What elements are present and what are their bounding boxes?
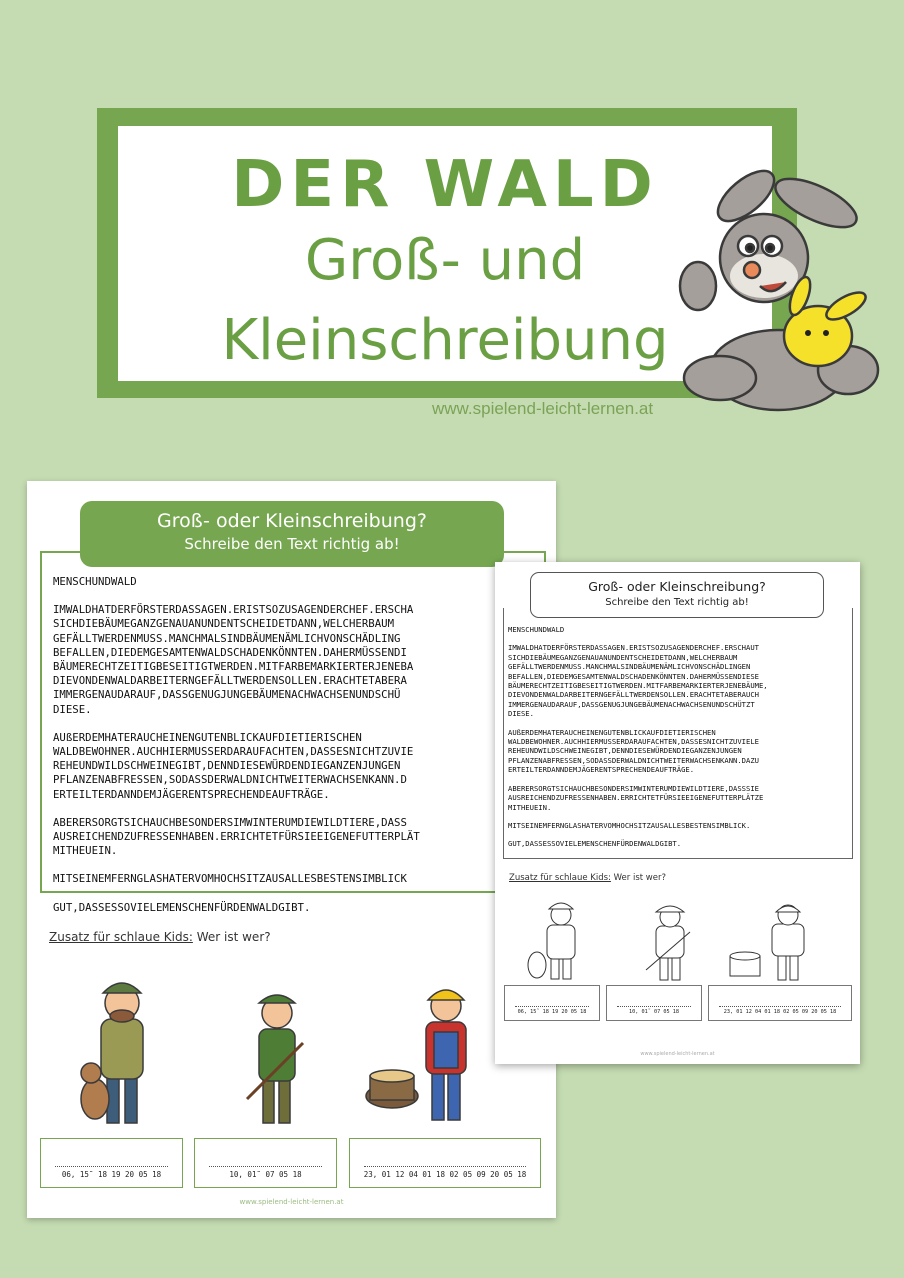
answer-code: 23, 01 12 04 01 18 02 05 09 20 05 18: [723, 1009, 837, 1015]
worksheet-small: [495, 562, 860, 1064]
heading-title: Groß- oder Kleinschreibung?: [588, 579, 766, 594]
lumberjack-figure: [362, 976, 492, 1131]
answer-line: [55, 1166, 168, 1167]
text-paragraph: MITSEINEMFERNGLASHATERVOMHOCHSITZAUSALLESBESTENSIMBLICK.: [508, 820, 751, 830]
answer-line: [209, 1166, 322, 1167]
worksheet-heading: [530, 572, 824, 618]
heading-instruction: Schreibe den Text richtig ab!: [184, 535, 400, 553]
text-paragraph: GUT,DASSESSOVIELEMENSCHENFÜRDENWALDGIBT.: [53, 900, 311, 914]
answer-line: [719, 1006, 841, 1007]
answer-code: 06, 15˜ 18 19 20 05 18: [517, 1009, 587, 1015]
extra-task: [509, 873, 666, 883]
extra-task-label: Zusatz für schlaue Kids:: [509, 873, 611, 883]
text-paragraph: MENSCHUNDWALD: [53, 575, 137, 588]
answer-line: [515, 1006, 589, 1007]
answer-line: [617, 1006, 691, 1007]
heading-title: Groß- oder Kleinschreibung?: [157, 510, 427, 532]
forester-figure: [67, 971, 177, 1131]
answer-code: 06, 15˜ 18 19 20 05 18: [61, 1170, 162, 1179]
text-paragraph: GUT,DASSESSOVIELEMENSCHENFÜRDENWALDGIBT.: [508, 839, 682, 849]
text-paragraph: ABERERSORGTSICHAUCHBESONDERSIMWINTERUMDIEWILDTIERE,DASS AUSREICHENDZUFRESSENHABEN.ERRICHTETFÜRSIEEIGENEFUTTERPLÄT MITHEUEIN.: [53, 815, 420, 858]
text-box: [40, 551, 546, 914]
answer-line: [364, 1166, 526, 1167]
banner-subtitle-line1: Groß- und: [304, 228, 586, 293]
answer-box: [349, 1138, 541, 1188]
text-paragraph: AUßERDEMHATERAUCHEINENGUTENBLICKAUFDIETIERISCHEN WALDBEWOHNER.AUCHHIERMUSSERDARAUFACHTEN,DASSESNICHTZUVIE REHEUNDWILDSCHWEINEGIBT,DENNDIESEWÜRDENDIEGANZENJUNGEN PFLANZENABFRESSEN,SODASSDERWALDNICHTWEITERWACHSENKANN.D ERTEILTERDANNDEMJÄGERENTSPRECHENDEAUFTRÄGE.: [53, 730, 414, 801]
hunter-outline-figure: [640, 900, 700, 985]
answer-box: [40, 1138, 183, 1188]
extra-task-label: Zusatz für schlaue Kids:: [49, 930, 193, 944]
worksheet-website: www.spielend-leicht-lernen.at: [640, 1051, 715, 1057]
answer-box: [708, 985, 852, 1021]
answer-box: [194, 1138, 337, 1188]
answer-box: [504, 985, 600, 1021]
text-paragraph: MENSCHUNDWALD: [508, 625, 565, 634]
extra-task-question: Wer ist wer?: [196, 930, 271, 944]
worksheet-large: [27, 481, 556, 1218]
worksheet-heading: [80, 501, 504, 567]
extra-task: [49, 930, 271, 944]
text-paragraph: AUßERDEMHATERAUCHEINENGUTENBLICKAUFDIETIERISCHEN WALDBEWOHNER.AUCHHIERMUSSERDARAUFACHTEN,DASSESNICHTZUVIELE REHEUNDWILDSCHWEINEGIBT,DENNDIESEWÜRDENDIEGANZENJUNGEN PFLANZENABFRESSEN,SODASSDERWALDNICHTWEITERWACHSENKANN.DAZU ERTEILTERDANNDEMJÄGERENTSPRECHENDEAUFTRÄGE.: [508, 727, 759, 775]
banner-website: www.spielend-leicht-lernen.at: [432, 399, 654, 418]
text-paragraph: MITSEINEMFERNGLASHATERVOMHOCHSITZAUSALLESBESTENSIMBLICK: [53, 872, 407, 886]
heading-instruction: Schreibe den Text richtig ab!: [605, 597, 749, 608]
forester-outline-figure: [523, 897, 593, 982]
bunny-illustration: [668, 158, 880, 414]
answer-code: 10, 01˜ 07 05 18: [629, 1009, 679, 1015]
extra-task-question: Wer ist wer?: [613, 873, 666, 883]
answer-code: 23, 01 12 04 01 18 02 05 09 20 05 18: [363, 1170, 527, 1179]
text-paragraph: IMWALDHATDERFÖRSTERDASSAGEN.ERISTSOZUSAGENDERCHEF.ERSCHAUT SICHDIEBÄUMEGANZGENAUANUNDENTSCHEIDETDANN,WELCHERBAUM GEFÄLLTWERDENMUSS.MANCHMALSINDBÄUMENÄMLICHVONSCHÄDLINGEN BEFALLEN,DIEDEMGESAMTENWALDSCHADENKÖNNTEN.DAHERMÜSSENDIESE BÄUMERECHTZEITIGBESEITIGTWERDEN.MITFARBEMARKIERTERJENEBÄUME, DIEVONDENWALDARBEITERNGEFÄLLTWERDENSOLLEN.ERACHTETABERAUCH IMMERGENAUDARAUF,DASSGENUGJUNGEBÄUMENACHWACHSENUNDSCHÜTZT DIESE.: [508, 643, 768, 719]
answer-box: [606, 985, 702, 1021]
banner-subtitle-line2: Kleinschreibung: [221, 308, 669, 373]
lumberjack-outline-figure: [720, 900, 830, 985]
hunter-figure: [237, 981, 317, 1131]
banner-title: DER WALD: [231, 148, 659, 222]
text-paragraph: ABERERSORGTSICHAUCHBESONDERSIMWINTERUMDIEWILDTIERE,DASSSIE AUSREICHENDZUFRESSENHABEN.ERRICHTETFÜRSIEEIGENEFUTTERPLÄTZE MITHEUEIN.: [508, 783, 764, 812]
answer-code: 10, 01˜ 07 05 18: [229, 1170, 302, 1179]
text-paragraph: IMWALDHATDERFÖRSTERDASSAGEN.ERISTSOZUSAGENDERCHEF.ERSCHA SICHDIEBÄUMEGANZGENAUANUNDENTSCHEIDETDANN,WELCHERBAUM GEFÄLLTWERDENMUSS.MANCHMALSINDBÄUMENÄMLICHVONSCHÄDLING BEFALLEN,DIEDEMGESAMTENWALDSCHADENKÖNNTEN.DAHERMÜSSENDI BÄUMERECHTZEITIGBESEITIGTWERDEN.MITFARBEMARKIERTERJENEBA DIEVONDENWALDARBEITERNGEFÄLLTWERDENSOLLEN.ERACHTETABERA IMMERGENAUDARAUF,DASSGENUGJUNGEBÄUMENACHWACHSENUNDSCHÜ DIESE.: [53, 603, 414, 716]
worksheet-text: [508, 625, 848, 858]
worksheet-website: www.spielend-leicht-lernen.at: [239, 1198, 344, 1206]
